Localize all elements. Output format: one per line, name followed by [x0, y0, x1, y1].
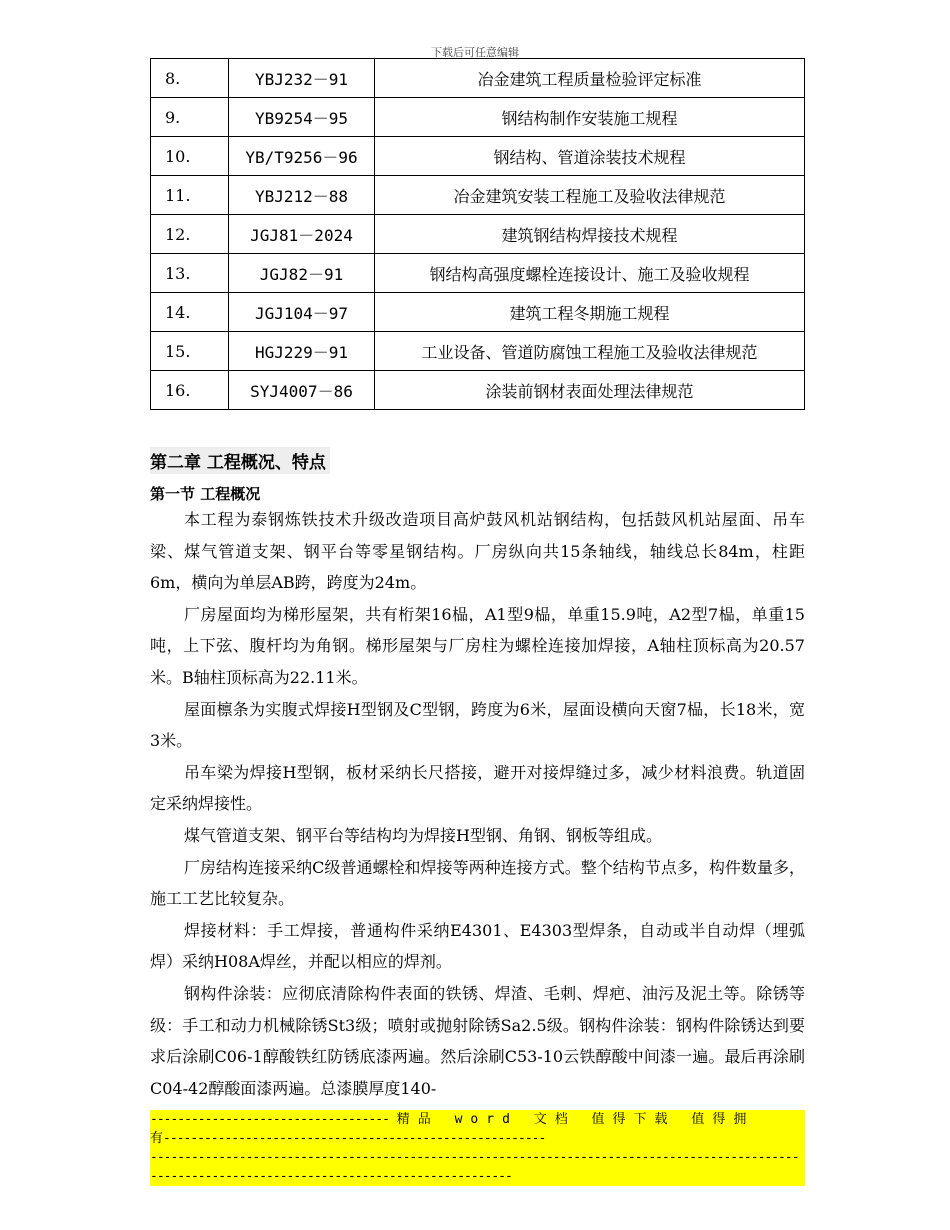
paragraph: 厂房结构连接采纳C级普通螺栓和焊接等两种连接方式。整个结构节点多，构件数量多，施工工艺比较复杂。 — [150, 857, 805, 909]
table-row — [151, 332, 805, 371]
section-title: 第一节 工程概况 — [150, 485, 261, 503]
footer-line — [150, 1110, 805, 1129]
table-row — [151, 59, 805, 98]
standard-name: 建筑钢结构焊接技术规程 — [375, 215, 805, 254]
standard-name: 钢结构高强度螺栓连接设计、施工及验收规程 — [375, 254, 805, 293]
standard-code: HGJ229－91 — [229, 332, 375, 371]
paragraph: 屋面檩条为实腹式焊接H型钢及C型钢，跨度为6米，屋面设横向天窗7榀，长18米，宽3米。 — [150, 699, 805, 751]
footer-line — [150, 1148, 805, 1167]
table-row — [151, 98, 805, 137]
standard-name: 涂装前钢材表面处理法律规范 — [375, 371, 805, 410]
paragraph: 煤气管道支架、钢平台等结构均为焊接H型钢、角钢、钢板等组成。 — [184, 825, 662, 845]
paragraph: 钢构件涂装：应彻底清除构件表面的铁锈、焊渣、毛刺、焊疤、油污及泥土等。除锈等级：手工和动力机械除锈St3级；喷射或抛射除锈Sa2.5级。钢构件涂装：钢构件除锈达到要求后涂刷C06-1醇酸铁红防锈底漆两遍。然后涂刷C53-10云铁醇酸中间漆一遍。最后再涂刷C04-42醇酸面漆两遍。总漆膜厚度140- — [150, 983, 805, 1098]
row-number: 13. — [151, 254, 229, 293]
footer-banner — [150, 1110, 805, 1186]
table-row — [151, 371, 805, 410]
row-number: 16. — [151, 371, 229, 410]
standard-code: YB/T9256－96 — [229, 137, 375, 176]
standard-name: 冶金建筑工程质量检验评定标准 — [375, 59, 805, 98]
standard-code: JGJ81－2024 — [229, 215, 375, 254]
row-number: 9. — [151, 98, 229, 137]
footer-line — [150, 1129, 805, 1148]
footer-dashes: ----------------------------------------------------- — [150, 1169, 512, 1184]
standard-code: SYJ4007－86 — [229, 371, 375, 410]
table-row — [151, 215, 805, 254]
footer-dashes: -------------------------------------------------------- — [163, 1131, 546, 1146]
header-note: 下载后可任意编辑 — [431, 46, 519, 59]
chapter-title: 第二章 工程概况、特点 — [150, 447, 330, 474]
body-text — [150, 504, 805, 1104]
footer-slogan-end: 有 — [150, 1131, 164, 1146]
paragraph: 焊接材料：手工焊接，普通构件采纳E4301、E4303型焊条，自动或半自动焊（埋弧焊）采纳H08A焊丝，并配以相应的焊剂。 — [150, 920, 805, 972]
table-row — [151, 176, 805, 215]
standard-name: 钢结构制作安装施工规程 — [375, 98, 805, 137]
standards-table — [150, 58, 805, 410]
footer-line — [150, 1167, 805, 1186]
standard-code: YBJ232－91 — [229, 59, 375, 98]
footer-dashes: ----------------------------------------------------------------------------------------------- — [150, 1150, 799, 1165]
row-number: 11. — [151, 176, 229, 215]
standard-code: JGJ104－97 — [229, 293, 375, 332]
row-number: 10. — [151, 137, 229, 176]
standard-name: 冶金建筑安装工程施工及验收法律规范 — [375, 176, 805, 215]
standard-name: 钢结构、管道涂装技术规程 — [375, 137, 805, 176]
paragraph: 厂房屋面均为梯形屋架，共有桁架16榀，A1型9榀，单重15.9吨，A2型7榀，单重15吨，上下弦、腹杆均为角钢。梯形屋架与厂房柱为螺栓连接加焊接，A轴柱顶标高为20.57米。B轴柱顶标高为22.11米。 — [150, 604, 805, 687]
table-row — [151, 254, 805, 293]
standard-code: YB9254－95 — [229, 98, 375, 137]
row-number: 14. — [151, 293, 229, 332]
row-number: 15. — [151, 332, 229, 371]
footer-dashes: ----------------------------------- — [150, 1112, 389, 1127]
standard-name: 建筑工程冬期施工规程 — [375, 293, 805, 332]
paragraph: 吊车梁为焊接H型钢，板材采纳长尺搭接，避开对接焊缝过多，减少材料浪费。轨道固定采纳焊接性。 — [150, 762, 805, 814]
standard-name: 工业设备、管道防腐蚀工程施工及验收法律规范 — [375, 332, 805, 371]
standard-code: YBJ212－88 — [229, 176, 375, 215]
row-number: 8. — [151, 59, 229, 98]
paragraph: 本工程为泰钢炼铁技术升级改造项目高炉鼓风机站钢结构，包括鼓风机站屋面、吊车梁、煤气管道支架、钢平台等零星钢结构。厂房纵向共15条轴线，轴线总长84m，柱距6m，横向为单层AB跨，跨度为24m。 — [150, 510, 805, 593]
table-row — [151, 137, 805, 176]
footer-slogan: 精品 word 文档 值得下载 值得拥 — [396, 1112, 755, 1127]
standard-code: JGJ82－91 — [229, 254, 375, 293]
table-row — [151, 293, 805, 332]
row-number: 12. — [151, 215, 229, 254]
